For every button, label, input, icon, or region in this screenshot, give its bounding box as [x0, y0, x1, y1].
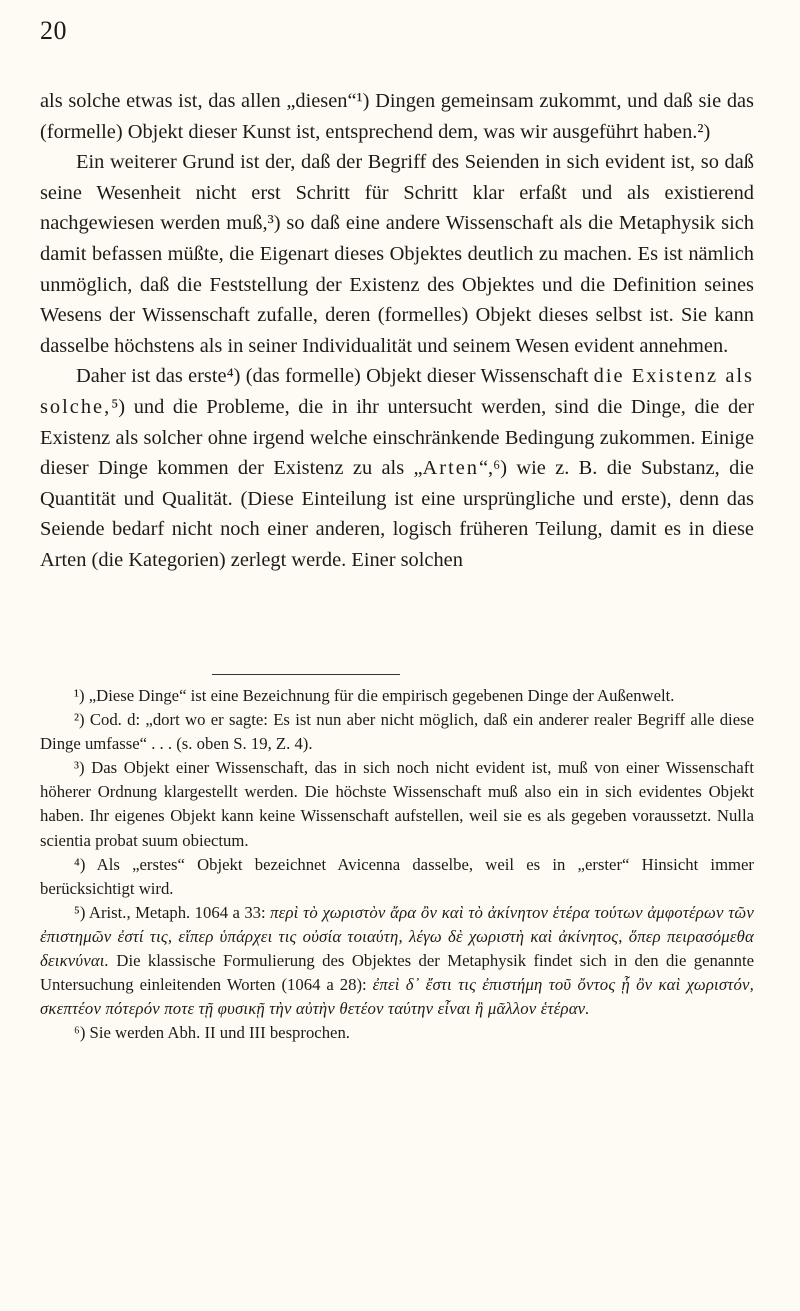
footnote-5: [40, 901, 754, 1021]
paragraph-3-part-c: “,⁶) wie z. B. die Substanz, die Quantität und Qualität. (Diese Einteilung ist eine ursprüngliche und erste), denn das Seiende bedarf nicht noch einer anderen, logisch früheren Teilung, damit es in diese Arten (die Kategorien) zerlegt werde. Einer solchen: [40, 457, 754, 571]
footnote-6: ⁶) Sie werden Abh. II und III besprochen.: [74, 1023, 350, 1043]
footnote-4: ⁴) Als „erstes“ Objekt bezeichnet Avicenna dasselbe, weil es in „erster“ Hinsicht immer berücksichtigt wird.: [40, 854, 754, 898]
spaced-word-arten: Arten: [422, 457, 479, 480]
footnote-2: ²) Cod. d: „dort wo er sagte: Es ist nun aber nicht möglich, daß ein anderer realer Begriff alle diese Dinge umfasse“ . . . (s. oben S. 19, Z. 4).: [40, 710, 754, 754]
main-text: [40, 86, 754, 576]
paragraph-3-part-b: ⁵) und die Probleme, die in ihr untersucht werden, sind die Dinge, die der Existenz als solcher ohne irgend welche einschränkende Bedingung zukommen. Einige dieser Dinge kommen der Existenz zu als „: [40, 395, 754, 480]
footnote-separator: [212, 674, 400, 675]
footnote-3: ³) Das Objekt einer Wissenschaft, das in sich noch nicht evident ist, muß von einer Wissenschaft höherer Ordnung klargestellt werden. Die höchste Wissenschaft muß also ein in sich evidentes Objekt haben. Ihr eigenes Objekt kann keine Wissenschaft aufstellen, weil sie es als gegeben voraussetzt. Nulla scientia probat suum obiectum.: [40, 758, 754, 850]
paragraph-3: [40, 361, 754, 575]
page-number: 20: [40, 16, 67, 45]
footnote-1: ¹) „Diese Dinge“ ist eine Bezeichnung für die empirisch gegebenen Dinge der Außenwelt.: [74, 686, 675, 705]
paragraph-3-part-a: Daher ist das erste⁴) (das formelle) Objekt dieser Wissenschaft: [76, 365, 594, 388]
greek-quote-2: ἐπεὶ δ᾽ ἔστι τις ἐπιστήμη τοῦ ὄντος ᾗ ὂν καὶ χωριστόν, σκεπτέον πότερόν ποτε τῇ φυσικῇ τὴν αὐτὴν θετέον ταύτην εἶναι ἢ μᾶλλον ἑτέραν.: [40, 975, 754, 1019]
paragraph-1: als solche etwas ist, das allen „diesen“¹) Dingen gemeinsam zukommt, und daß sie das (formelle) Objekt dieser Kunst ist, entsprechend dem, was wir ausgeführt haben.²): [40, 90, 754, 143]
footnote-5-part-b: Die klassische Formulierung des Objektes der Metaphysik findet sich in den die genannte Untersuchung einleitenden Worten (1064 a 28):: [40, 951, 754, 995]
footnotes: [40, 684, 754, 1045]
footnote-5-part-a: ⁵) Arist., Metaph. 1064 a 33:: [74, 902, 271, 922]
paragraph-2: Ein weiterer Grund ist der, daß der Begriff des Seienden in sich evident ist, so daß seine Wesenheit nicht erst Schritt für Schritt klar erfaßt und als existierend nachgewiesen werden muß,³) so daß eine andere Wissenschaft als die Metaphysik sich damit befassen müßte, die Eigenart dieses Objektes deutlich zu machen. Es ist nämlich unmöglich, daß die Feststellung der Existenz des Objektes und die Definition seines Wesens der Wissenschaft zufalle, deren (formelles) Objekt dieses selbst ist. Sie kann dasselbe höchstens als in seiner Individualität und seinem Wesen evident annehmen.: [40, 151, 754, 357]
spaced-phrase-existenz: die Existenz als solche,: [40, 365, 754, 418]
greek-quote-1: περὶ τὸ χωριστὸν ἄρα ὂν καὶ τὸ ἀκίνητον ἑτέρα τούτων ἀμφοτέρων τῶν ἐπιστημῶν ἐστί τις, εἴπερ ὑπάρχει τις οὐσία τοιαύτη, λέγω δὲ χωριστὴ καὶ ἀκίνητος, ὅπερ πειρασόμεθα δεικνύναι.: [40, 902, 754, 971]
